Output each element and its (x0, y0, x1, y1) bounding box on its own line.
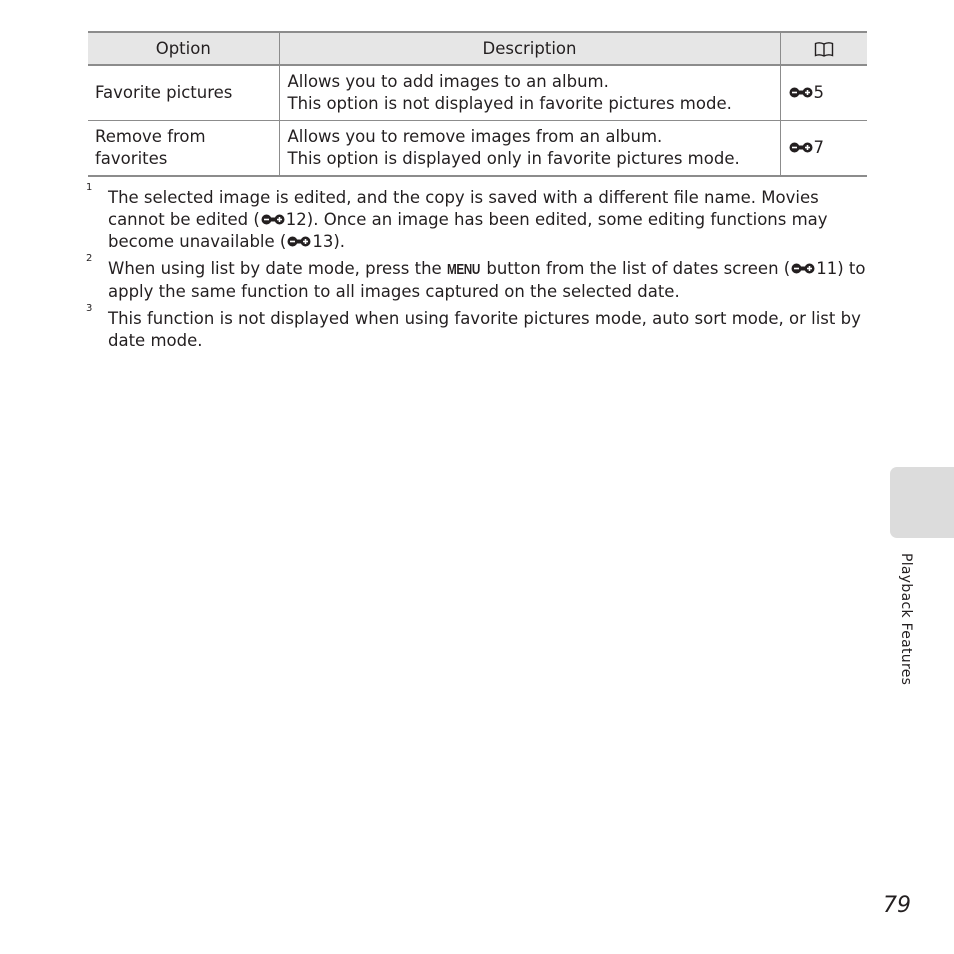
footnote-number: 1 (86, 182, 93, 193)
book-icon (814, 41, 834, 57)
footnote-number: 2 (86, 253, 93, 264)
footnote-text: When using list by date mode, press the (108, 259, 447, 278)
reference-page: 13 (312, 232, 334, 251)
reference-section-icon (788, 86, 814, 99)
footnote-text: ). (333, 232, 346, 251)
footnote-text: button from the list of dates screen ( (481, 259, 791, 278)
footnote-number: 3 (86, 303, 93, 314)
reference-section-icon (286, 235, 312, 248)
reference-page: 5 (813, 83, 824, 102)
footnotes (86, 182, 870, 357)
reference-cell (780, 65, 867, 121)
footnote (86, 182, 870, 253)
menu-button-label: MENU (446, 261, 480, 278)
description-line: Allows you to remove images from an album. (287, 127, 663, 146)
header-reference (780, 32, 867, 65)
reference-page: 12 (285, 210, 307, 229)
description-cell (279, 65, 780, 121)
reference-section-icon (260, 213, 286, 226)
table-header-row (88, 32, 867, 65)
footnote-text: This function is not displayed when using favorite pictures mode, auto sort mode, or list by date mode. (108, 309, 861, 350)
table-row (88, 121, 867, 177)
options-table (88, 31, 867, 177)
reference-page: 11 (816, 259, 838, 278)
table-row (88, 65, 867, 121)
description-line: This option is displayed only in favorite pictures mode. (287, 149, 740, 168)
section-tab (890, 467, 954, 538)
section-label: Playback Features (898, 553, 914, 686)
reference-section-icon (790, 262, 816, 275)
footnote (86, 303, 870, 352)
reference-section-icon (788, 141, 814, 154)
reference-page: 7 (813, 138, 824, 157)
description-line: Allows you to add images to an album. (287, 72, 609, 91)
footnote-text: ). Once an image has been edited, some editing functions may become unavailable ( (108, 210, 828, 251)
description-cell (279, 121, 780, 177)
header-description: Description (279, 32, 780, 65)
option-cell: Remove from favorites (88, 121, 279, 177)
footnote-text: The selected image is edited, and the copy is saved with a different file name. Movies cannot be edited ( (108, 188, 819, 229)
description-line: This option is not displayed in favorite pictures mode. (287, 94, 732, 113)
page-number: 79 (883, 893, 911, 918)
reference-cell (780, 121, 867, 177)
footnote-text: ) to apply the same function to all images captured on the selected date. (108, 259, 866, 301)
footnote (86, 253, 870, 303)
header-option: Option (88, 32, 279, 65)
option-cell: Favorite pictures (88, 65, 279, 121)
